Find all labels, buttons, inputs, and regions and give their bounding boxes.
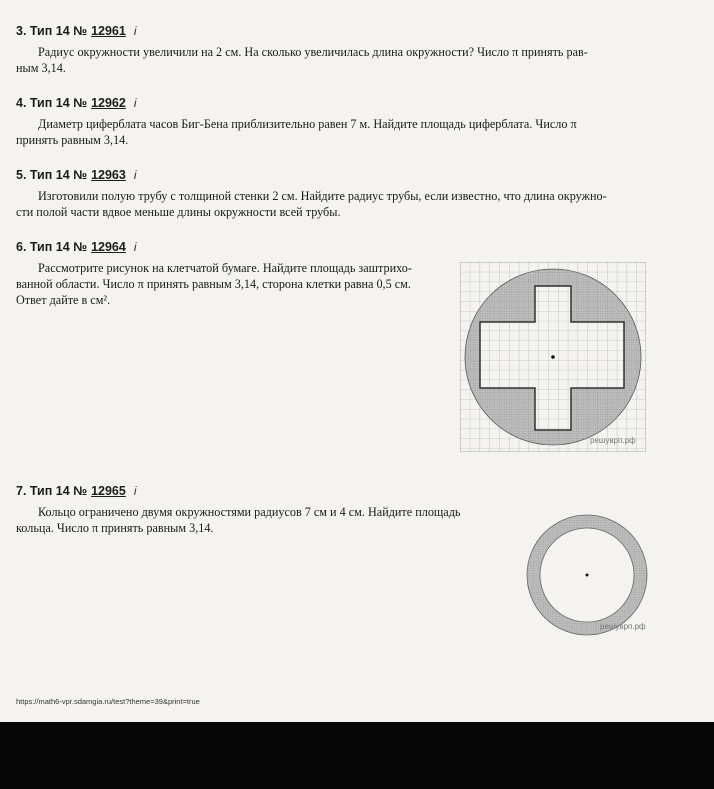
task-5-line-1: Изготовили полую трубу с толщиной стенки 2 см. Найдите радиус трубы, если известно, что длина окружно- bbox=[38, 189, 607, 203]
task-4 bbox=[16, 94, 656, 148]
task-7-watermark: решуврп.рф bbox=[600, 622, 646, 631]
task-3-label: 3. Тип 14 № bbox=[16, 24, 88, 38]
task-7-header bbox=[16, 482, 526, 500]
task-3-number-link[interactable]: 12961 bbox=[91, 24, 126, 38]
dark-background bbox=[0, 722, 714, 789]
task-6-text bbox=[16, 260, 456, 308]
task-6-figure bbox=[460, 262, 646, 452]
task-6 bbox=[16, 238, 456, 308]
task-6-watermark: решуврп.рф bbox=[590, 436, 636, 445]
task-4-number-link[interactable]: 12962 bbox=[91, 96, 126, 110]
task-5-line-2: сти полой части вдвое меньше длины окружности всей трубы. bbox=[16, 205, 341, 219]
footer-url: https://math6-vpr.sdamgia.ru/test?theme=39&print=true bbox=[16, 697, 200, 706]
task-4-text bbox=[16, 116, 656, 148]
task-7-line-2: кольца. Число π принять равным 3,14. bbox=[16, 521, 214, 535]
task-4-line-2: принять равным 3,14. bbox=[16, 133, 129, 147]
task-6-label: 6. Тип 14 № bbox=[16, 240, 88, 254]
task-5 bbox=[16, 166, 656, 220]
task-6-line-1: Рассмотрите рисунок на клетчатой бумаге. Найдите площадь заштрихо- bbox=[38, 261, 412, 275]
info-icon[interactable]: i bbox=[133, 24, 137, 38]
task-6-line-3: Ответ дайте в см². bbox=[16, 293, 111, 307]
info-icon[interactable]: i bbox=[133, 96, 137, 110]
task-3-line-1: Радиус окружности увеличили на 2 см. На сколько увеличилась длина окружности? Число π принять рав- bbox=[38, 45, 588, 59]
task-6-line-2: ванной области. Число π принять равным 3,14, сторона клетки равна 0,5 см. bbox=[16, 277, 411, 291]
center-point bbox=[551, 355, 555, 359]
info-icon[interactable]: i bbox=[133, 484, 137, 498]
task-5-text bbox=[16, 188, 656, 220]
task-7-line-1: Кольцо ограничено двумя окружностями радиусов 7 см и 4 см. Найдите площадь bbox=[38, 505, 461, 519]
info-icon[interactable]: i bbox=[133, 168, 137, 182]
task-5-label: 5. Тип 14 № bbox=[16, 168, 88, 182]
ring-center-point bbox=[586, 574, 589, 577]
task-7-figure bbox=[518, 512, 658, 640]
task-6-header bbox=[16, 238, 456, 256]
task-4-label: 4. Тип 14 № bbox=[16, 96, 88, 110]
task-4-line-1: Диаметр циферблата часов Биг-Бена приблизительно равен 7 м. Найдите площадь циферблата. Число π bbox=[38, 117, 577, 131]
task-7 bbox=[16, 482, 526, 536]
info-icon[interactable]: i bbox=[133, 240, 137, 254]
task-3-text bbox=[16, 44, 656, 76]
task-5-header bbox=[16, 166, 656, 184]
task-3 bbox=[16, 22, 656, 76]
task-3-header bbox=[16, 22, 656, 40]
task-3-line-2: ным 3,14. bbox=[16, 61, 66, 75]
task-6-number-link[interactable]: 12964 bbox=[91, 240, 126, 254]
task-4-header bbox=[16, 94, 656, 112]
task-5-number-link[interactable]: 12963 bbox=[91, 168, 126, 182]
task-7-text bbox=[16, 504, 526, 536]
task-7-number-link[interactable]: 12965 bbox=[91, 484, 126, 498]
task-7-label: 7. Тип 14 № bbox=[16, 484, 88, 498]
